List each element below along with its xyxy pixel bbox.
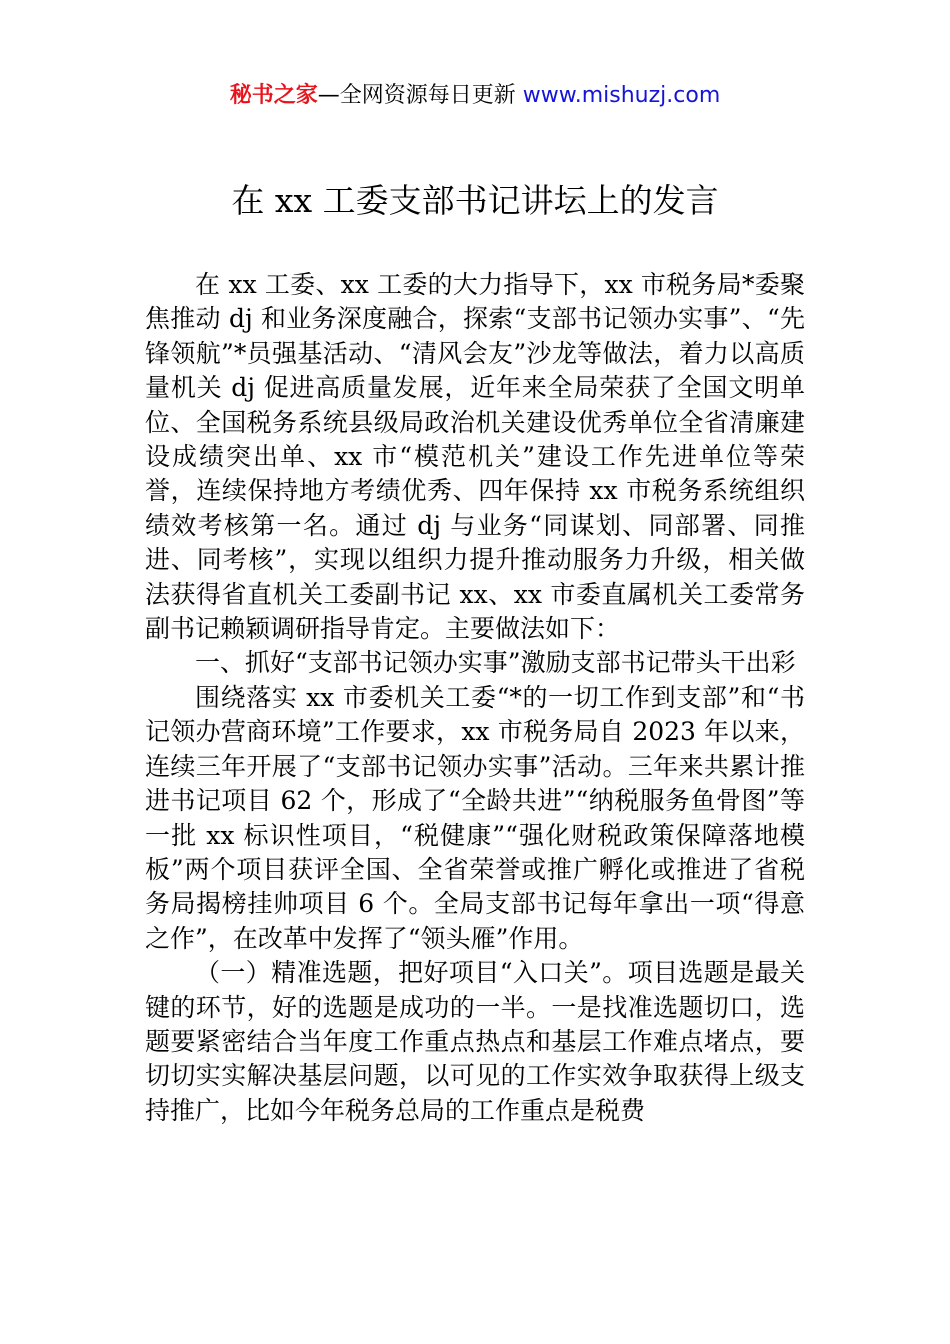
paragraph-intro: 在 xx 工委、xx 工委的大力指导下，xx 市税务局*委聚焦推动 dj 和业务深度融合，探索“支部书记领办实事”、“先锋领航”*员强基活动、“清风会友”沙龙等做法，着力以高质量机关 dj 促进高质量发展，近年来全局荣获了全国文明单位、全国税务系统县级局政治机关建设优秀单位全省清廉建设成绩突出单、xx 市“模范机关”建设工作先进单位等荣誉，连续保持地方考绩优秀、四年保持 xx 市税务系统组织绩效考核第一名。通过 dj 与业务“同谋划、同部署、同推进、同考核”，实现以组织力提升推动服务力升级，相关做法获得省直机关工委副书记 xx、xx 市委直属机关工委常务副书记赖颖调研指导肯定。主要做法如下： <box>145 270 805 644</box>
document-body <box>145 268 805 1128</box>
document-title: 在 xx 工委支部书记讲坛上的发言 <box>231 181 719 220</box>
site-brand: 秘书之家 <box>229 83 318 108</box>
site-tagline: —全网资源每日更新 <box>317 83 516 108</box>
section-heading-1: 一、抓好“支部书记领办实事”激励支部书记带头干出彩 <box>195 648 796 678</box>
paragraph-subsection-1: （一）精准选题，把好项目“入口关”。项目选题是最关键的环节，好的选题是成功的一半。一是找准选题切口，选题要紧密结合当年度工作重点热点和基层工作难点堵点，要切切实实解决基层问题，以可见的工作实效争取获得上级支持推广，比如今年税务总局的工作重点是税费 <box>145 958 805 1125</box>
paragraph-section-1: 围绕落实 xx 市委机关工委“*的一切工作到支部”和“书记领办营商环境”工作要求，xx 市税务局自 2023 年以来，连续三年开展了“支部书记领办实事”活动。三年来共累计推进书记项目 62 个，形成了“全龄共进”“纳税服务鱼骨图”等一批 xx 标识性项目，“税健康”“强化财税政策保障落地模板”两个项目获评全国、全省荣誉或推广孵化或推进了省税务局揭榜挂帅项目 6 个。全局支部书记每年拿出一项“得意之作”，在改革中发挥了“领头雁”作用。 <box>145 682 805 953</box>
site-header <box>0 80 950 112</box>
site-url-link[interactable]: www.mishuzj.com <box>522 83 721 108</box>
